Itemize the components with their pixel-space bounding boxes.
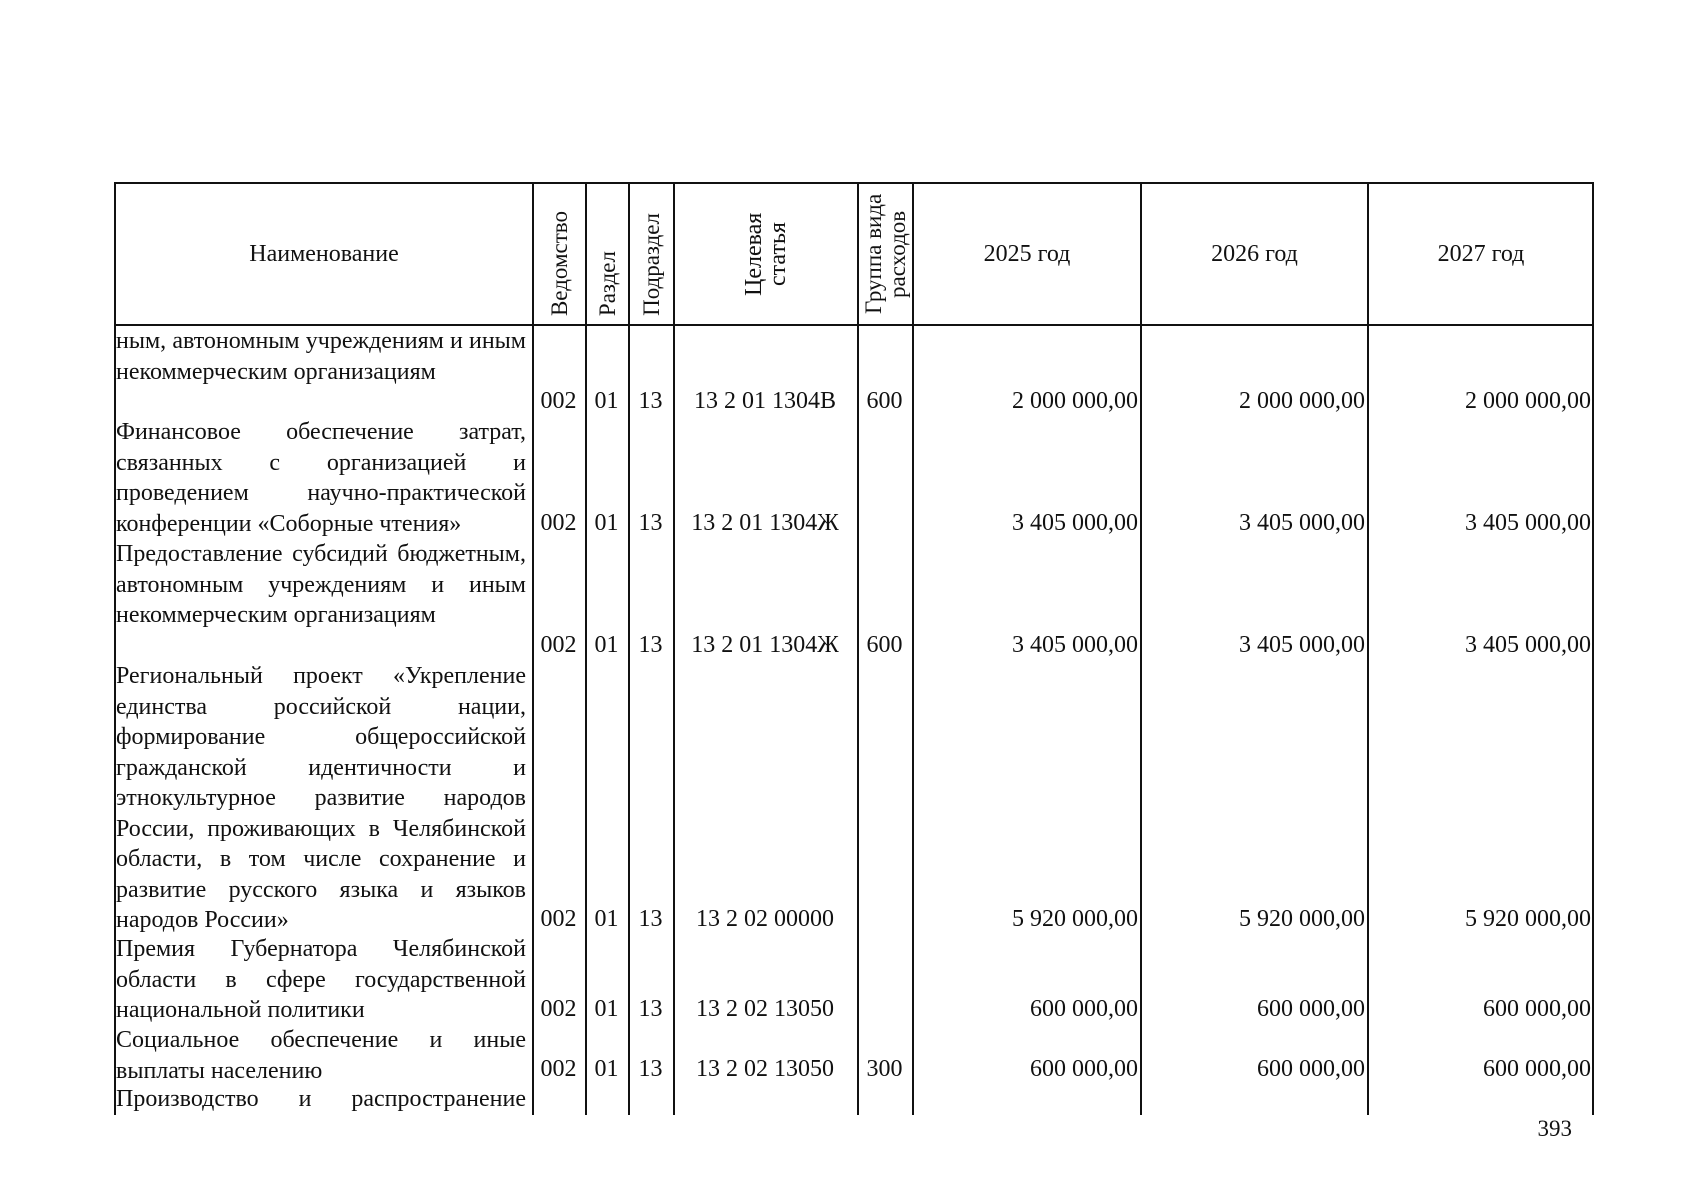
cell-gruppa: 300: [866, 1056, 903, 1082]
cell-2026: 2 000 000,00: [1239, 388, 1365, 414]
cell-2027: 3 405 000,00: [1465, 510, 1591, 536]
cell-2027: 3 405 000,00: [1465, 632, 1591, 658]
table-row-name: Региональный проект «Укрепление единства российской нации, формирование общероссийской гражданской идентичности и этнокультурное развитие народов России, проживающих в Челябинской области, в том числе сохранение и развитие русского языка и языков народов России»: [116, 663, 526, 933]
cell-gruppa: 600: [866, 632, 903, 658]
cell-2026: 5 920 000,00: [1239, 906, 1365, 932]
header-razdel: Раздел: [594, 250, 620, 316]
cell-gruppa: 600: [866, 388, 903, 414]
cell-vedomstvo: 002: [540, 1056, 577, 1082]
header-year-2025: 2025 год: [983, 240, 1071, 267]
table-row-name: Социальное обеспечение и иные выплаты населению: [116, 1027, 526, 1084]
cell-2027: 5 920 000,00: [1465, 906, 1591, 932]
table-row-name: ным, автономным учреждениям и иным некоммерческим организациям: [116, 328, 526, 385]
cell-2026: 600 000,00: [1257, 996, 1365, 1022]
cell-2025: 3 405 000,00: [1012, 632, 1138, 658]
cell-2025: 3 405 000,00: [1012, 510, 1138, 536]
cell-vedomstvo: 002: [540, 388, 577, 414]
table-row-name: Производство и распространение: [116, 1086, 526, 1112]
header-name: Наименование: [249, 240, 399, 267]
table-row-name: Премия Губернатора Челябинской области в сфере государственной национальной политики: [116, 936, 526, 1023]
header-celevaya-statya: Целевая статья: [741, 212, 791, 296]
cell-podrazdel: 13: [638, 510, 663, 536]
cell-vedomstvo: 002: [540, 510, 577, 536]
cell-podrazdel: 13: [638, 632, 663, 658]
cell-2027: 600 000,00: [1483, 1056, 1591, 1082]
cell-podrazdel: 13: [638, 996, 663, 1022]
cell-razdel: 01: [594, 388, 619, 414]
header-year-2026: 2026 год: [1211, 240, 1298, 267]
cell-celevaya-statya: 13 2 02 13050: [696, 1056, 834, 1082]
cell-2026: 3 405 000,00: [1239, 510, 1365, 536]
cell-2026: 3 405 000,00: [1239, 632, 1365, 658]
cell-razdel: 01: [594, 996, 619, 1022]
cell-vedomstvo: 002: [540, 996, 577, 1022]
cell-2025: 600 000,00: [1030, 996, 1138, 1022]
cell-vedomstvo: 002: [540, 632, 577, 658]
table-row-name: Предоставление субсидий бюджетным, автономным учреждениям и иным некоммерческим организациям: [116, 541, 526, 628]
cell-celevaya-statya: 13 2 02 00000: [696, 906, 834, 932]
cell-celevaya-statya: 13 2 01 1304Ж: [691, 632, 839, 658]
cell-celevaya-statya: 13 2 01 1304В: [693, 388, 836, 414]
header-vedomstvo: Ведомство: [546, 210, 572, 316]
header-podrazdel: Подраздел: [638, 213, 664, 316]
page-number: 393: [1537, 1116, 1572, 1141]
cell-razdel: 01: [594, 632, 619, 658]
cell-podrazdel: 13: [638, 1056, 663, 1082]
cell-2025: 2 000 000,00: [1012, 388, 1138, 414]
header-year-2027: 2027 год: [1437, 240, 1525, 267]
cell-podrazdel: 13: [638, 906, 663, 932]
cell-2025: 5 920 000,00: [1012, 906, 1138, 932]
cell-razdel: 01: [594, 510, 619, 536]
cell-2027: 2 000 000,00: [1465, 388, 1591, 414]
cell-razdel: 01: [594, 906, 619, 932]
table-row-name: Финансовое обеспечение затрат, связанных с организацией и проведением научно-практической конференции «Соборные чтения»: [116, 419, 526, 537]
cell-2025: 600 000,00: [1030, 1056, 1138, 1082]
cell-2027: 600 000,00: [1483, 996, 1591, 1022]
cell-podrazdel: 13: [638, 388, 663, 414]
cell-celevaya-statya: 13 2 01 1304Ж: [691, 510, 839, 536]
cell-celevaya-statya: 13 2 02 13050: [696, 996, 834, 1022]
cell-2026: 600 000,00: [1257, 1056, 1365, 1082]
header-gruppa-vida-rashodov: Группа вида расходов: [860, 193, 910, 315]
cell-vedomstvo: 002: [540, 906, 577, 932]
cell-razdel: 01: [594, 1056, 619, 1082]
